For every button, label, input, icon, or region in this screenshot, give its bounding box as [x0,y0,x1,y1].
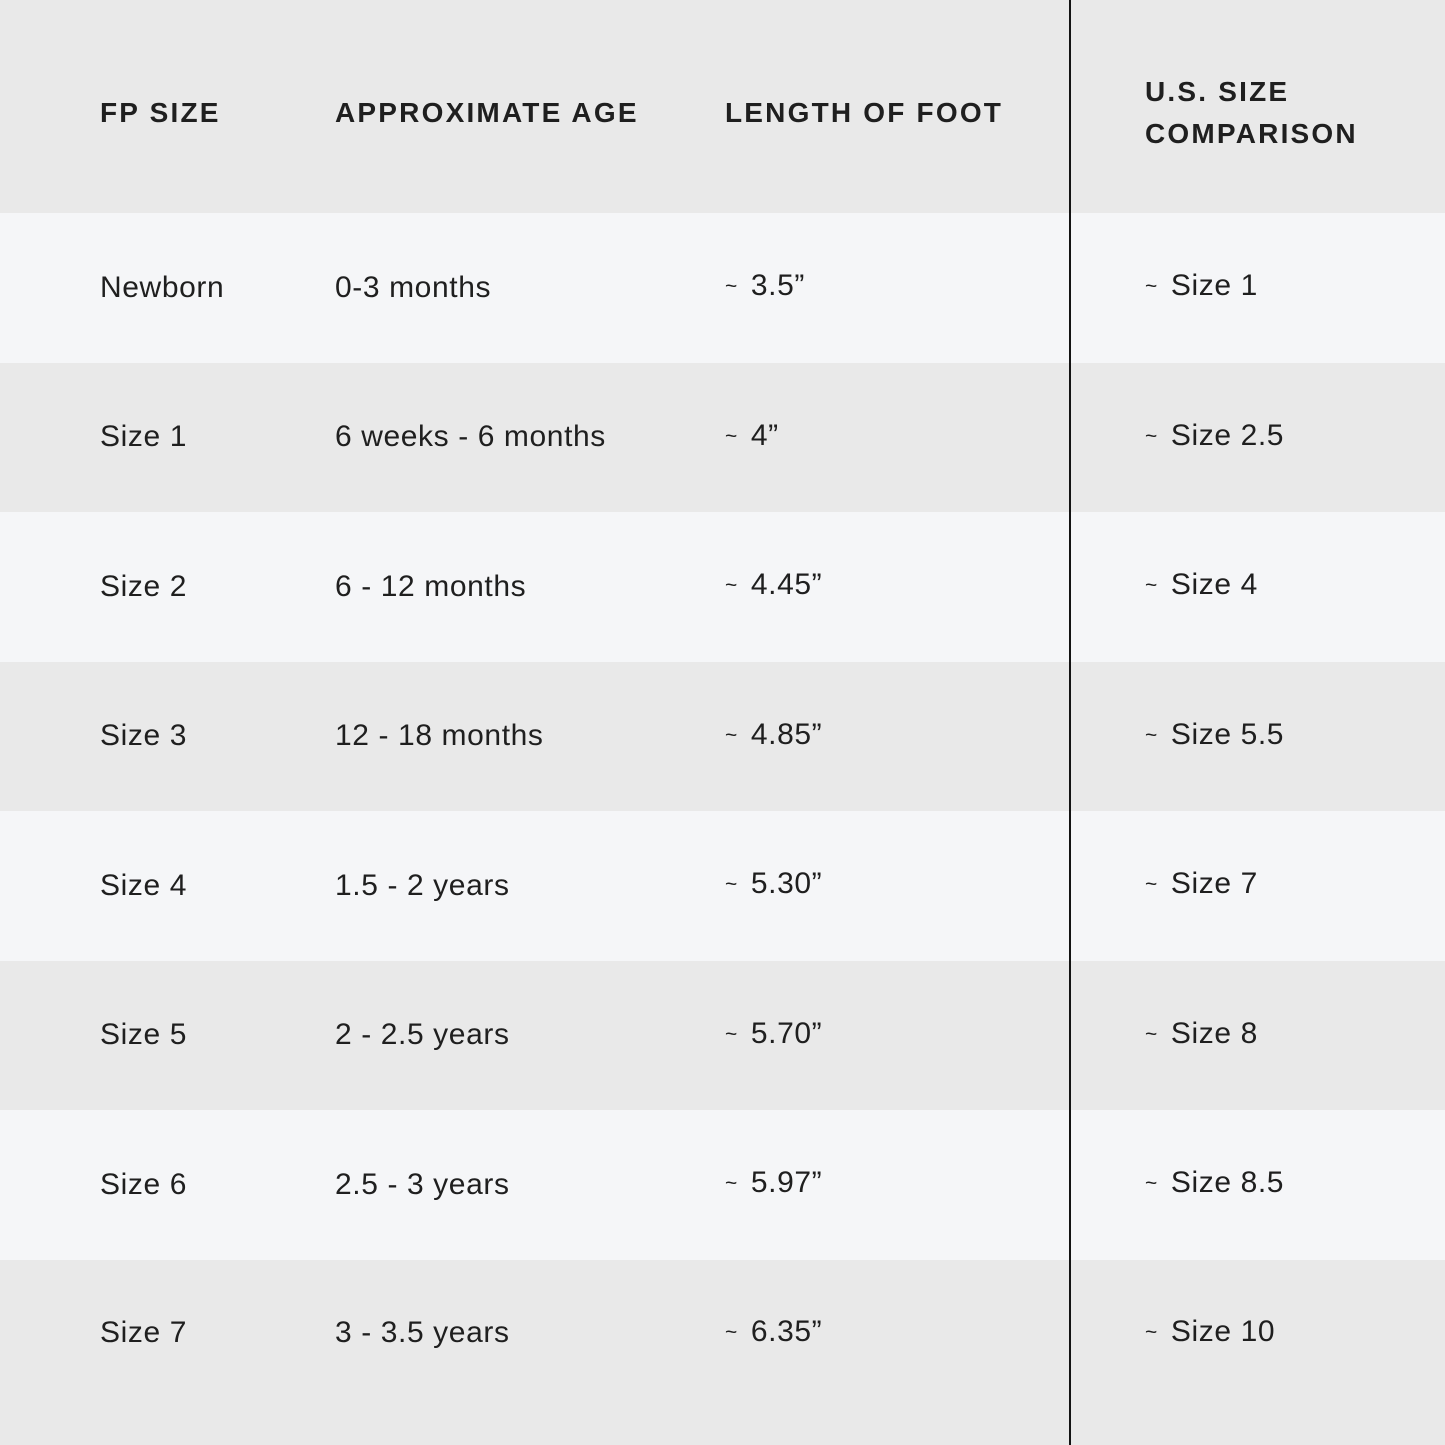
fp-size-cell: Size 1 [100,420,187,454]
column-header-length-of-foot: LENGTH OF FOOT [725,96,1004,128]
approx-tilde-icon: ~ [725,723,738,747]
us-size-cell [1070,1016,1445,1055]
us-size-value: Size 5.5 [1170,717,1285,751]
age-cell: 2.5 - 3 years [335,1167,510,1201]
us-size-cell [1070,567,1445,606]
us-size-cell [1070,418,1445,457]
foot-length-value: 5.70” [750,1016,823,1050]
us-size-cell [1070,866,1445,905]
table-row [0,1260,1445,1445]
fp-size-cell: Size 6 [100,1167,187,1201]
fp-size-cell: Size 5 [100,1018,187,1052]
foot-length-cell [725,1016,1070,1055]
us-size-cell [1070,1314,1445,1353]
table-row [0,512,1445,662]
fp-size-cell: Size 2 [100,569,187,603]
table-row [0,961,1445,1111]
fp-size-cell: Size 4 [100,868,187,902]
table-row [0,811,1445,961]
column-header-us-size-comparison: U.S. SIZE COMPARISON [1145,75,1358,149]
table-row [0,662,1445,812]
fp-size-cell: Size 3 [100,719,187,753]
foot-length-cell [725,866,1070,905]
foot-length-cell [725,567,1070,606]
header-row [0,0,1445,213]
column-divider-line [1069,0,1071,1445]
age-cell: 6 - 12 months [335,569,527,603]
foot-length-cell [725,717,1070,756]
approx-tilde-icon: ~ [725,873,738,897]
us-size-value: Size 1 [1170,269,1258,303]
us-size-value: Size 7 [1170,867,1258,901]
foot-length-value: 5.30” [750,867,823,901]
approx-tilde-icon: ~ [725,275,738,299]
foot-length-value: 4.45” [750,568,823,602]
us-size-value: Size 8 [1170,1016,1258,1050]
age-cell: 6 weeks - 6 months [335,420,606,454]
column-header-approximate-age: APPROXIMATE AGE [335,96,639,128]
age-cell: 0-3 months [335,270,492,304]
age-cell: 1.5 - 2 years [335,868,510,902]
approx-tilde-icon: ~ [725,1022,738,1046]
us-size-value: Size 4 [1170,568,1258,602]
fp-size-cell: Newborn [100,270,225,304]
approx-tilde-icon: ~ [725,1320,738,1344]
column-header-fp-size: FP SIZE [100,96,221,128]
approx-tilde-icon: ~ [1145,275,1158,299]
age-cell: 3 - 3.5 years [335,1316,510,1350]
foot-length-cell [725,1165,1070,1204]
us-size-cell [1070,717,1445,756]
age-cell: 12 - 18 months [335,719,544,753]
fp-size-cell: Size 7 [100,1316,187,1350]
approx-tilde-icon: ~ [1145,1320,1158,1344]
table-row [0,213,1445,363]
foot-length-value: 6.35” [750,1314,823,1348]
approx-tilde-icon: ~ [725,1172,738,1196]
approx-tilde-icon: ~ [1145,424,1158,448]
foot-length-value: 3.5” [750,269,805,303]
approx-tilde-icon: ~ [1145,873,1158,897]
us-size-value: Size 2.5 [1170,418,1285,452]
table-row [0,1110,1445,1260]
foot-length-cell [725,268,1070,307]
approx-tilde-icon: ~ [1145,1172,1158,1196]
us-size-cell [1070,1165,1445,1204]
foot-length-value: 4” [750,418,779,452]
foot-length-value: 5.97” [750,1166,823,1200]
foot-length-cell [725,1314,1070,1353]
approx-tilde-icon: ~ [725,574,738,598]
us-size-value: Size 10 [1170,1314,1276,1348]
approx-tilde-icon: ~ [1145,1022,1158,1046]
us-size-cell [1070,268,1445,307]
table-row [0,363,1445,513]
approx-tilde-icon: ~ [725,424,738,448]
age-cell: 2 - 2.5 years [335,1018,510,1052]
foot-length-cell [725,418,1070,457]
us-size-value: Size 8.5 [1170,1166,1285,1200]
foot-length-value: 4.85” [750,717,823,751]
approx-tilde-icon: ~ [1145,723,1158,747]
approx-tilde-icon: ~ [1145,574,1158,598]
